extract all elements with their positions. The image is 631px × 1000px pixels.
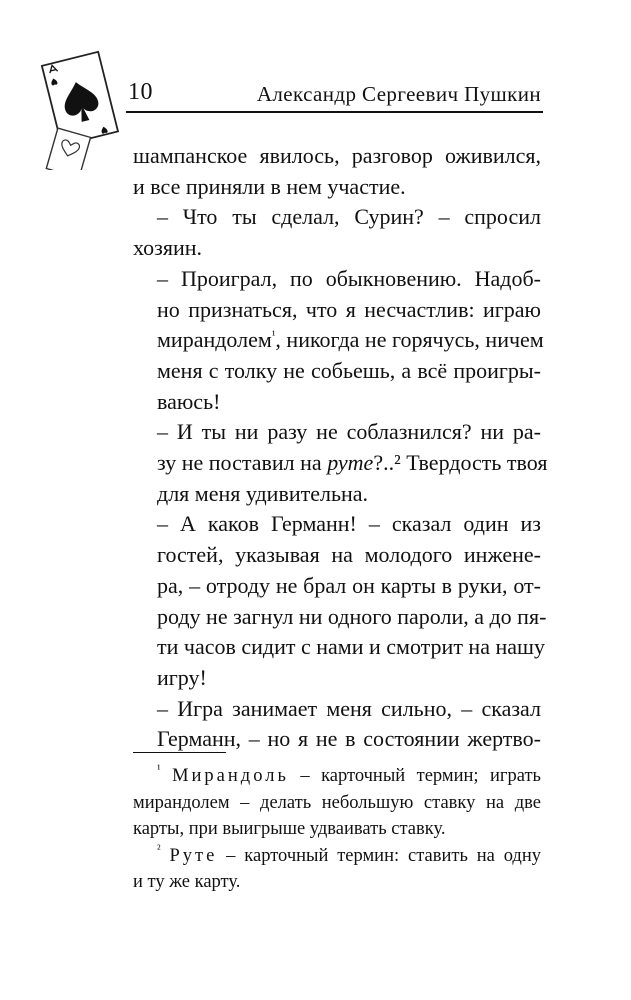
ace-of-spades-card-icon (42, 52, 118, 146)
paragraph-dialogue (133, 202, 541, 263)
page-number: 10 (128, 79, 153, 105)
footnote-text: – карточный термин; играть (288, 766, 541, 786)
text-line: роду не загнул ни одного пароли, а до пя- (157, 603, 547, 629)
running-head: Александр Сергеевич Пушкин (256, 82, 541, 106)
footnote-line: и ту же карту. (133, 872, 241, 892)
text-fragment: , никогда не горячусь, ничем (275, 327, 544, 353)
text-line (133, 325, 544, 356)
paragraph-dialogue (133, 694, 541, 755)
term-mirandole: мирандолем (157, 327, 272, 353)
footnote-line (133, 763, 541, 790)
body-text (133, 141, 548, 755)
text-line: – И ты ни разу не соблазнился? ни ра- (157, 419, 541, 445)
text-line: и все приняли в нем участие. (133, 173, 406, 199)
text-line: гостей, указывая на молодого инжене- (157, 542, 541, 568)
footnote-1 (133, 763, 541, 843)
text-line: шампанское явилось, разговор оживился, (133, 143, 541, 168)
footnote-separator (133, 752, 226, 753)
text-line (133, 448, 548, 479)
footnote-2 (133, 843, 541, 896)
footnote-marker-1: ¹ (157, 762, 161, 776)
footnote-line: мирандолем – делать небольшую ставку на две (133, 792, 541, 813)
text-line: хозяин. (133, 235, 203, 261)
text-line: Германн, – но я не в состоянии жертво- (157, 726, 541, 752)
footnotes (133, 763, 541, 896)
text-fragment: зу не поставил на (157, 450, 328, 476)
text-line: – А каков Германн! – сказал один из (157, 511, 541, 537)
text-line: ти часов сидит с нами и смотрит на нашу (157, 634, 545, 660)
text-line: – Игра занимает меня сильно, – сказал (157, 695, 541, 721)
text-line: но признаться, что я несчастлив: играю (157, 296, 541, 322)
footnote-marker-2: ² (157, 841, 161, 856)
footnote-term: Мирандоль (172, 766, 289, 786)
paragraph-dialogue (133, 417, 548, 509)
header-rule (126, 111, 543, 113)
text-line: игру! (157, 664, 207, 690)
footnote-ref-2: ?..² (373, 450, 401, 476)
text-line: – Проиграл, по обыкновению. Надоб- (157, 265, 541, 291)
footnote-ref-1: ¹ (271, 328, 276, 343)
text-fragment: Твердость твоя (400, 450, 548, 476)
footnote-line: карты, при выигрыше удваивать ставку. (133, 819, 446, 839)
text-line: ваюсь! (157, 388, 221, 414)
footnote-term: Руте (169, 845, 218, 866)
paragraph-dialogue (133, 264, 544, 418)
footnote-text: – карточный термин: ставить на одну (217, 845, 541, 866)
text-line: для меня удивительна. (157, 480, 369, 506)
term-rute-italic: руте (327, 450, 374, 476)
footnote-line (133, 843, 541, 870)
paragraph-continuation (133, 141, 541, 202)
text-line: – Что ты сделал, Сурин? – спросил (157, 204, 541, 230)
paragraph-dialogue (133, 509, 547, 693)
text-line: меня с толку не собьешь, а всё проигры- (157, 357, 541, 383)
text-line: ра, – отроду не брал он карты в руки, от- (157, 572, 541, 598)
playing-cards-icon (38, 40, 138, 170)
